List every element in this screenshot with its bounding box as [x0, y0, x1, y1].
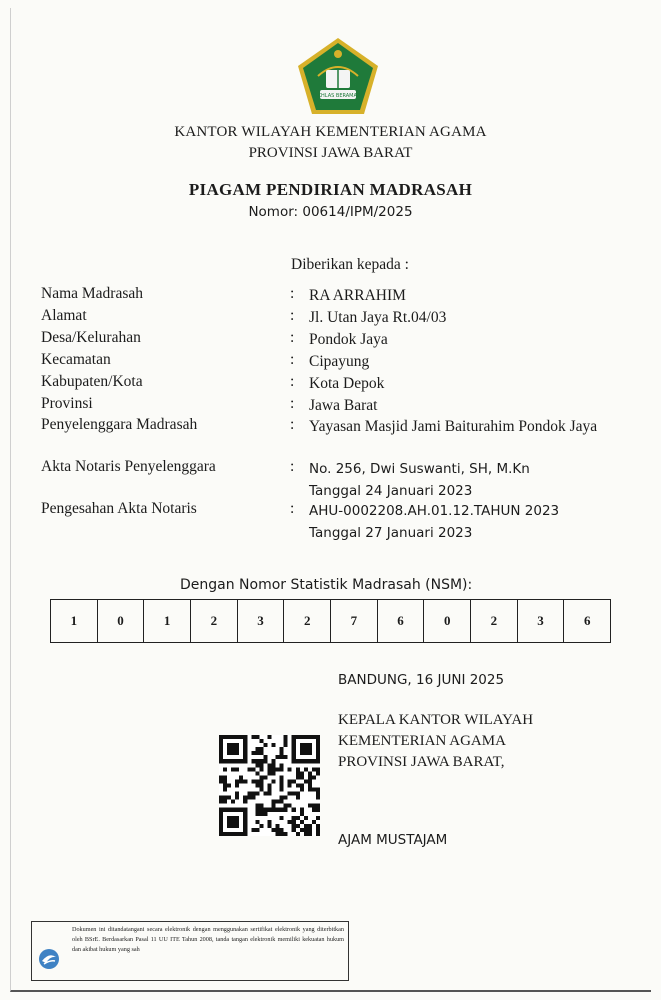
field-label: Akta Notaris Penyelenggara: [41, 458, 216, 475]
esign-notice-text: Dokumen ini ditandatangani secara elektronik dengan menggunakan sertifikat elektronik yang diterbitkan oleh BSrE. Berdasarkan Pasal 11 UU ITE Tahun 2008, tanda tangan elektronik memiliki kekuatan hukum dan akibat hukum yang sah: [72, 926, 344, 953]
document-title: PIAGAM PENDIRIAN MADRASAH: [188, 180, 473, 199]
nsm-digit: 0: [98, 600, 145, 642]
field-value: [309, 500, 629, 544]
place-date: BANDUNG, 16 JUNI 2025: [338, 672, 505, 688]
nsm-digit: 6: [378, 600, 425, 642]
field-label: Provinsi: [41, 395, 93, 412]
field-value: [309, 458, 629, 502]
field-value-line2: Tanggal 24 Januari 2023: [309, 483, 473, 499]
field-colon: :: [290, 351, 295, 368]
document-number: Nomor: 00614/IPM/2025: [248, 204, 413, 220]
nsm-digit: 2: [471, 600, 518, 642]
nsm-label: Dengan Nomor Statistik Madrasah (NSM):: [180, 577, 473, 593]
field-colon: :: [290, 285, 295, 302]
field-label: Desa/Kelurahan: [41, 329, 141, 346]
nsm-digit: 3: [238, 600, 285, 642]
signatory-name: AJAM MUSTAJAM: [338, 832, 448, 848]
field-value: Kota Depok: [309, 375, 385, 392]
field-label: Kabupaten/Kota: [41, 373, 143, 390]
nsm-number-box: [50, 599, 611, 643]
nsm-digit: 6: [583, 613, 591, 628]
nsm-digit: 2: [284, 600, 331, 642]
field-value: Pondok Jaya: [309, 331, 388, 348]
nsm-digit: 7: [331, 600, 378, 642]
field-value-line2: Tanggal 27 Januari 2023: [309, 525, 473, 541]
position-line: KEMENTERIAN AGAMA: [338, 733, 506, 749]
field-colon: :: [290, 416, 295, 433]
field-label: Pengesahan Akta Notaris: [41, 500, 197, 517]
field-value-line1: No. 256, Dwi Suswanti, SH, M.Kn: [309, 461, 530, 477]
field-colon: :: [290, 307, 295, 324]
nsm-digit: 1: [51, 600, 98, 642]
field-value: Yayasan Masjid Jami Baiturahim Pondok Jaya: [309, 418, 598, 435]
field-colon: :: [290, 500, 295, 517]
nsm-digit: 1: [144, 600, 191, 642]
position-line: KEPALA KANTOR WILAYAH: [338, 712, 534, 728]
nsm-digit: 2: [191, 600, 238, 642]
field-label: Alamat: [41, 307, 87, 324]
field-colon: :: [290, 373, 295, 390]
field-colon: :: [290, 395, 295, 412]
field-value: Jawa Barat: [309, 397, 378, 414]
field-value-line1: AHU-0002208.AH.01.12.TAHUN 2023: [309, 503, 560, 519]
kemenag-logo: [296, 36, 380, 116]
field-colon: :: [290, 458, 295, 475]
field-label: Penyelenggara Madrasah: [41, 416, 198, 433]
nsm-digit: 3: [518, 600, 565, 642]
field-colon: :: [290, 329, 295, 346]
nsm-digit: 0: [424, 600, 471, 642]
field-value: Cipayung: [309, 353, 370, 370]
esign-notice-box: [31, 921, 349, 981]
field-value: Jl. Utan Jaya Rt.04/03: [309, 309, 447, 326]
signatory-position: [338, 710, 533, 773]
province-name: PROVINSI JAWA BARAT: [248, 145, 413, 161]
position-line: PROVINSI JAWA BARAT,: [338, 754, 505, 770]
bsre-logo-icon: [38, 948, 60, 970]
given-to-label: Diberikan kepada :: [291, 256, 409, 273]
logo-motto: IKHLAS BERAMAL: [316, 93, 360, 99]
field-value: RA ARRAHIM: [309, 287, 406, 304]
field-label: Kecamatan: [41, 351, 111, 368]
qr-code[interactable]: [219, 735, 320, 836]
office-name: KANTOR WILAYAH KEMENTERIAN AGAMA: [174, 124, 487, 140]
field-label: Nama Madrasah: [41, 285, 143, 302]
